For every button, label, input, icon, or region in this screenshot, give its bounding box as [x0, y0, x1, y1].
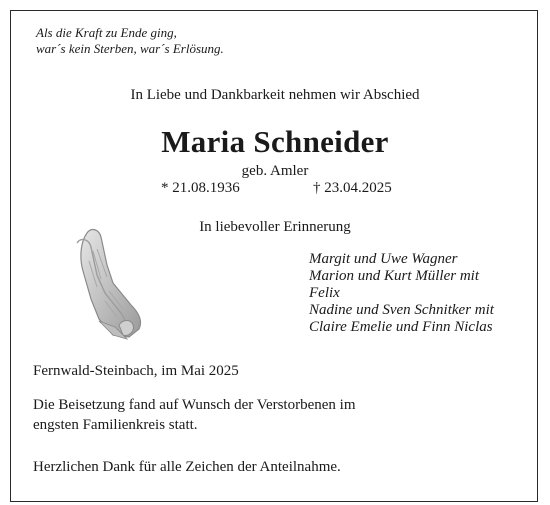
birth-date: * 21.08.1936	[161, 180, 240, 196]
memory-line: In liebevoller Erinnerung	[199, 219, 351, 235]
family-line-1: Margit und Uwe Wagner	[309, 251, 458, 267]
farewell-intro: In Liebe und Dankbarkeit nehmen wir Abschied	[130, 87, 420, 103]
family-line-3: Felix	[309, 285, 340, 301]
death-date: † 23.04.2025	[313, 180, 392, 196]
motto-line-1: Als die Kraft zu Ende ging,	[36, 25, 177, 40]
birth-name: geb. Amler	[241, 163, 309, 179]
motto-line-2: war´s kein Sterben, war´s Erlösung.	[36, 41, 224, 56]
burial-note-line-1: Die Beisetzung fand auf Wunsch der Verstorbenen im	[33, 397, 356, 413]
praying-hands-icon	[69, 221, 147, 341]
family-line-5: Claire Emelie und Finn Niclas	[309, 319, 493, 335]
family-line-2: Marion und Kurt Müller mit	[309, 268, 480, 284]
thanks-line: Herzlichen Dank für alle Zeichen der Anteilnahme.	[33, 459, 341, 475]
place-date: Fernwald-Steinbach, im Mai 2025	[33, 363, 239, 379]
family-line-4: Nadine und Sven Schnitker mit	[309, 302, 494, 318]
burial-note-line-2: engsten Familienkreis statt.	[33, 417, 198, 433]
deceased-name: Maria Schneider	[161, 124, 389, 159]
obituary-notice	[10, 10, 538, 502]
